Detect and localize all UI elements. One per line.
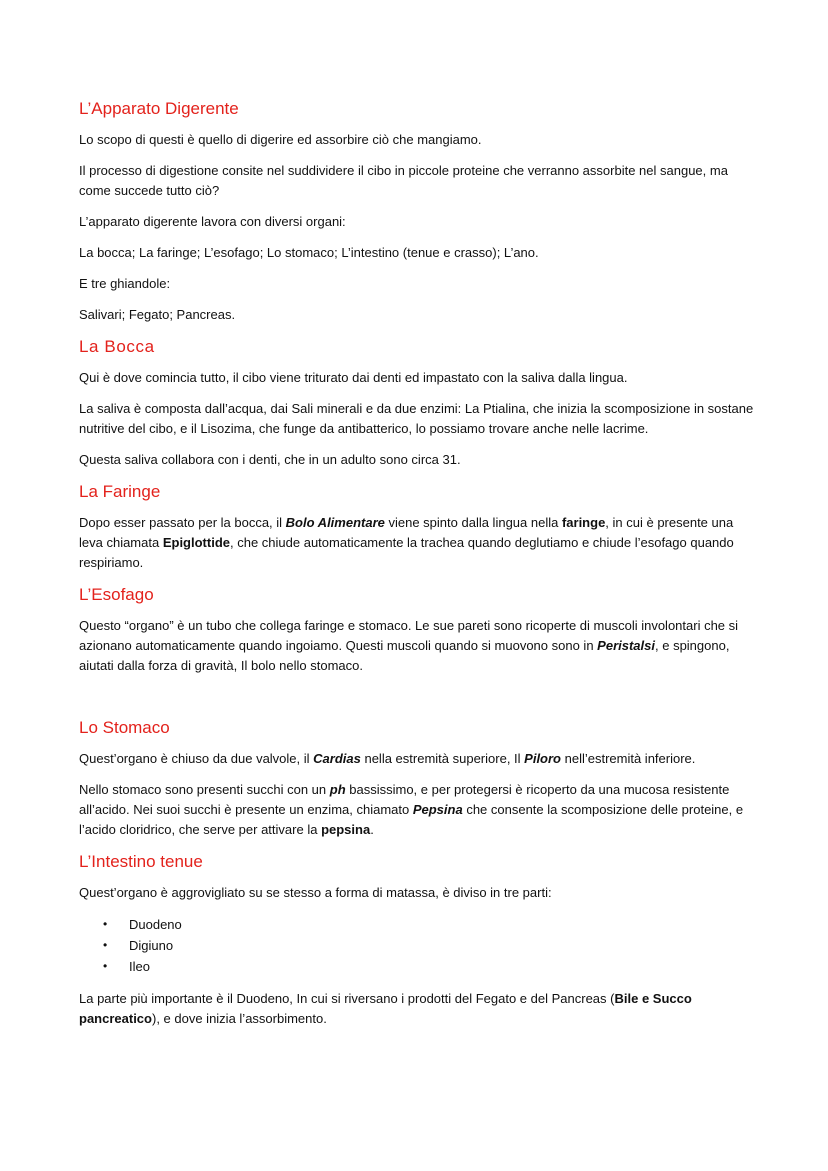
term-faringe: faringe	[561, 515, 606, 530]
paragraph: L’apparato digerente lavora con diversi organi:	[79, 214, 346, 229]
heading-esofago: L’Esofago	[79, 585, 154, 604]
blank-line	[79, 687, 759, 717]
text-run: La parte più importante è il Duodeno, In cui si riversano i prodotti del Fegato e del Pancreas (	[79, 991, 615, 1006]
list-item	[103, 914, 759, 935]
paragraph	[79, 780, 759, 840]
term-cardias: Cardias	[313, 751, 361, 766]
bullet-icon: •	[103, 959, 108, 973]
heading-intestino-tenue: L’Intestino tenue	[79, 852, 203, 871]
list-item	[103, 935, 759, 956]
term-pepsina: Pepsina	[412, 802, 463, 817]
bullet-icon: •	[103, 917, 108, 931]
paragraph: Qui è dove comincia tutto, il cibo viene triturato dai denti ed impastato con la saliva dalla lingua.	[79, 370, 628, 385]
heading-lo-stomaco: Lo Stomaco	[79, 718, 170, 737]
bullet-icon: •	[103, 938, 108, 952]
term-bolo-alimentare: Bolo Alimentare	[285, 515, 385, 530]
paragraph: Questa saliva collabora con i denti, che in un adulto sono circa 31.	[79, 452, 461, 467]
term-peristalsi: Peristalsi	[597, 638, 655, 653]
list-item	[103, 956, 759, 977]
paragraph	[79, 749, 759, 769]
text-run: nell’estremità inferiore.	[561, 751, 696, 766]
list-item-label: Duodeno	[129, 917, 182, 932]
text-run: ), e dove inizia l’assorbimento.	[151, 1011, 327, 1026]
list-item-label: Ileo	[129, 959, 150, 974]
text-run: , in cui è presente una leva chiamata	[79, 515, 734, 550]
list-item-label: Digiuno	[129, 938, 174, 953]
text-run: , e spingono, aiutati dalla forza di gravità, Il bolo nello stomaco.	[79, 638, 730, 673]
paragraph: Lo scopo di questi è quello di digerire ed assorbire ciò che mangiamo.	[79, 132, 482, 147]
paragraph	[79, 616, 759, 676]
text-run: Nello stomaco sono presenti succhi con un	[79, 782, 330, 797]
text-run: Dopo esser passato per la bocca, il	[79, 515, 286, 530]
paragraph: Quest’organo è aggrovigliato su se stesso a forma di matassa, è diviso in tre parti:	[79, 885, 552, 900]
text-run: .	[370, 822, 374, 837]
heading-la-faringe: La Faringe	[79, 482, 161, 501]
document-body	[79, 98, 759, 1040]
paragraph: Il processo di digestione consite nel suddividere il cibo in piccole proteine che verranno assorbite nel sangue, ma come succede tutto ciò?	[79, 163, 728, 198]
text-run: Questo “organo” è un tubo che collega faringe e stomaco. Le sue pareti sono ricoperte di muscoli involontari che si azionano automaticamente quando ingoiamo. Questi muscoli quando si muovono sono in	[79, 618, 739, 653]
text-run: , che chiude automaticamente la trachea quando deglutiamo e chiude l’esofago quando respiriamo.	[79, 535, 734, 570]
paragraph	[79, 989, 759, 1029]
text-run: viene spinto dalla lingua nella	[384, 515, 562, 530]
text-run: Quest’organo è chiuso da due valvole, il	[79, 751, 314, 766]
term-bile-succo-pancreatico: Bile e Succo pancreatico	[79, 991, 692, 1026]
bullet-list	[79, 914, 759, 977]
term-pepsina-bold: pepsina	[321, 822, 371, 837]
term-epiglottide: Epiglottide	[162, 535, 230, 550]
text-run: nella estremità superiore, Il	[360, 751, 525, 766]
text-run: che consente la scomposizione delle proteine, e l’acido cloridrico, che serve per attivare la	[79, 802, 744, 837]
text-run: bassissimo, e per protegersi è ricoperto da una mucosa resistente all’acido. Nei suoi succhi è presente un enzima, chiamato	[79, 782, 730, 817]
heading-apparato-digerente: L’Apparato Digerente	[79, 99, 239, 118]
paragraph: E tre ghiandole:	[79, 276, 171, 291]
term-piloro: Piloro	[524, 751, 561, 766]
paragraph: Salivari; Fegato; Pancreas.	[79, 307, 236, 322]
paragraph	[79, 513, 759, 573]
paragraph: La bocca; La faringe; L’esofago; Lo stomaco; L’intestino (tenue e crasso); L’ano.	[79, 245, 539, 260]
heading-la-bocca: La Bocca	[79, 337, 155, 356]
paragraph: La saliva è composta dall’acqua, dai Sali minerali e da due enzimi: La Ptialina, che inizia la scomposizione in sostane nutritive del cibo, e il Lisozima, che funge da antibatterico, lo possiamo trovare anche nelle lacrime.	[79, 401, 754, 436]
term-ph: ph	[329, 782, 346, 797]
